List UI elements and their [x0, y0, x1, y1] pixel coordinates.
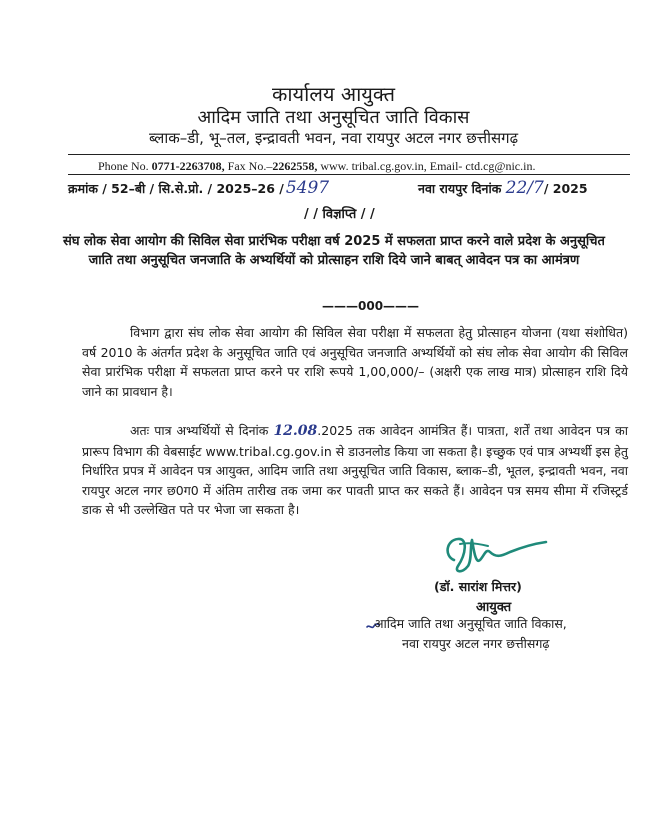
header-rule-bottom	[68, 174, 630, 175]
signatory-name: (डॉ. सारांश मित्तर)	[434, 579, 522, 594]
phone-number: 0771-2263708,	[151, 159, 225, 173]
date-year: / 2025	[543, 181, 588, 196]
reference-prefix: क्रमांक / 52–बी / सि.से.प्रो. / 2025–26 /	[68, 181, 284, 196]
notice-subject: संघ लोक सेवा आयोग की सिविल सेवा प्रारंभिक परीक्षा वर्ष 2025 में सफलता प्राप्त करने वाले प्रदेश के अनुसूचित जाति तथा अनुसूचित जनजाति के अभ्यर्थियों को प्रोत्साहन राशि दिये जाने बाबत् आवेदन पत्र का आमंत्रण	[63, 234, 605, 268]
phone-label: Phone No.	[98, 159, 149, 173]
web-email: www. tribal.cg.gov.in, Email- ctd.cg@nic.in.	[320, 159, 536, 173]
office-title: कार्यालय आयुक्त	[272, 82, 395, 106]
department-name: आदिम जाति तथा अनुसूचित जाति विकास	[197, 107, 470, 128]
last-date-handwritten: 12.08	[273, 423, 318, 439]
paragraph-1: विभाग द्वारा संघ लोक सेवा आयोग की सिविल सेवा परीक्षा में सफलता हेतु प्रोत्साहन योजना (यथा संशोधित) वर्ष 2010 के अंतर्गत प्रदेश के अनुसूचित जाति एवं अनुसूचित जनजाति अभ्यर्थियों को संघ लोक सेवा आयोग की सिविल सेवा प्रारंभिक परीक्षा में सफलता प्राप्त करने पर राशि रूपये 1,00,000/– (अक्षरी एक लाख मात्र) प्रोत्साहन राशि दिये जाने का प्रावधान है।	[82, 325, 628, 399]
date-label: नवा रायपुर दिनांक	[418, 181, 502, 196]
separator: ———000———	[322, 299, 420, 313]
fax-number: 2262558,	[272, 159, 318, 173]
signature-icon	[440, 530, 550, 578]
paragraph-2	[82, 421, 628, 520]
reference-handwritten-number: 5497	[285, 178, 330, 198]
office-address: ब्लाक–डी, भू–तल, इन्द्रावती भवन, नवा रायपुर अटल नगर छत्तीसगढ़	[148, 129, 519, 147]
header-rule-top	[68, 154, 630, 155]
notice-label: / / विज्ञप्ति / /	[304, 207, 375, 222]
issue-date	[418, 178, 588, 198]
signatory-office: आदिम जाति तथा अनुसूचित जाति विकास,	[374, 616, 567, 631]
paragraph-2-lead: अतः पात्र अभ्यर्थियों से दिनांक	[130, 423, 269, 438]
reference-number	[68, 178, 329, 198]
fax-label: Fax No.–	[227, 159, 273, 173]
signatory-title: आयुक्त	[476, 600, 512, 615]
signatory-address: नवा रायपुर अटल नगर छत्तीसगढ़	[402, 636, 550, 651]
contact-line	[98, 159, 628, 174]
paragraph-2-body: .2025 तक आवेदन आमंत्रित हैं। पात्रता, शर्तें तथा आवेदन पत्र का प्रारूप विभाग की वेबसाईट www.tribal.cg.gov.in से डाउनलोड किया जा सकता है। इच्छुक एवं पात्र अभ्यर्थी इस हेतु निर्धारित प्रपत्र में आवेदन पत्र आयुक्त, आदिम जाति तथा अनुसूचित जाति विकास, ब्लाक–डी, भूतल, इन्द्रावती भवन, नवा रायपुर अटल नगर छ0ग0 में अंतिम तारीख तक जमा कर पावती प्राप्त कर सकते हैं। आवेदन पत्र समय सीमा में रजिस्ट्रर्ड डाक से भी उल्लेखित पते पर भेजा जा सकता है।	[82, 423, 628, 517]
date-handwritten: 22/7	[505, 178, 544, 198]
